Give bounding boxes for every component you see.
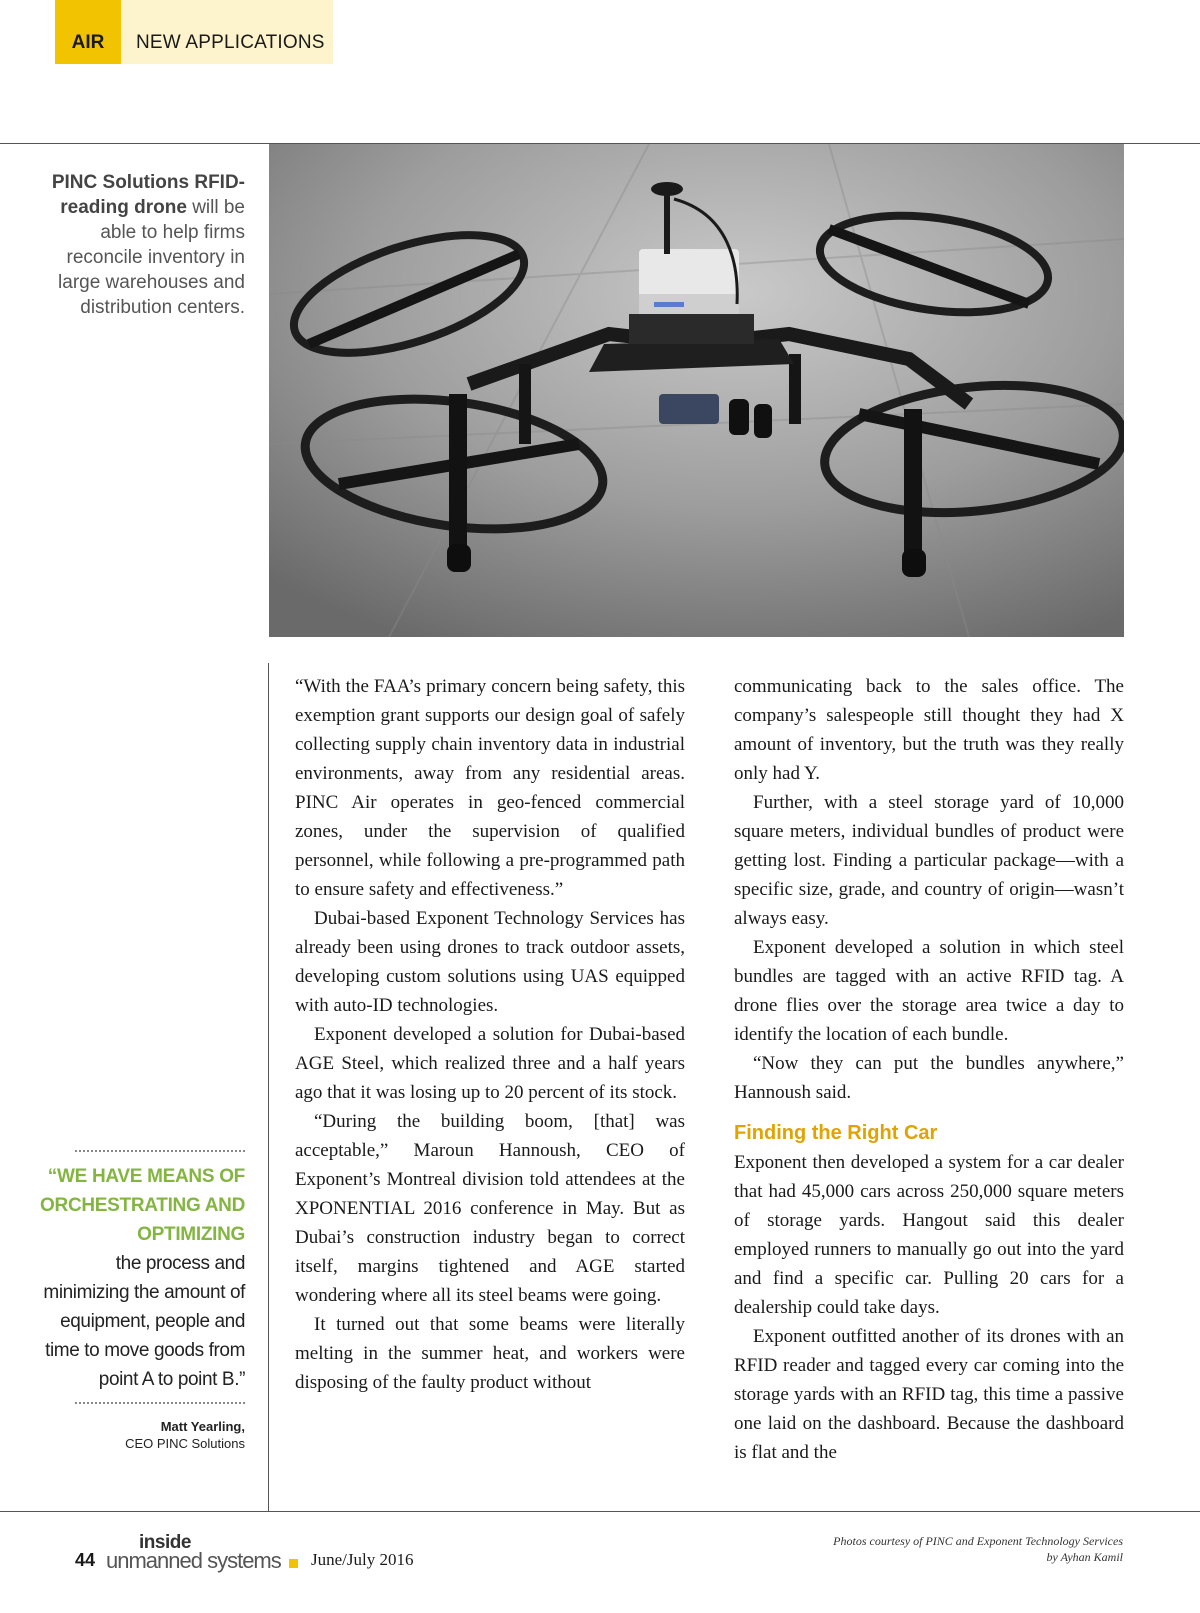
credit-line-1: Photos courtesy of PINC and Exponent Technology Services xyxy=(833,1534,1123,1548)
paragraph: Exponent then developed a system for a car dealer that had 45,000 cars across 250,000 square meters of storage yards. Hangout said this dealer employed runners to manually go out into the yard and find a specific car. Pulling 20 cars for a dealership could take days. xyxy=(734,1152,1124,1318)
article-column-2 xyxy=(734,672,1124,1467)
pull-quote-body: the process and minimizing the amount of equipment, people and time to move goods from point A to point B.” xyxy=(43,1253,245,1390)
caption-text: will be able to help firms reconcile inventory in large warehouses and distribution centers. xyxy=(58,197,245,318)
paragraph: Further, with a steel storage yard of 10,000 square meters, individual bundles of product were getting lost. Finding a particular package—with a specific size, grade, and country of origin—wasn’t always easy. xyxy=(734,792,1124,929)
bottom-divider xyxy=(0,1511,1200,1512)
section-title: NEW APPLICATIONS xyxy=(121,0,333,64)
photo-caption xyxy=(20,170,245,320)
pull-quote-bottom-rule xyxy=(75,1402,245,1404)
drone-photo xyxy=(269,144,1124,637)
paragraph: “With the FAA’s primary concern being safety, this exemption grant supports our design goal of safely collecting supply chain inventory data in industrial environments, away from any residential areas. PINC Air operates in geo-fenced commercial zones, under the supervision of qualified personnel, while following a pre-programmed path to ensure safety and effectiveness.” xyxy=(295,676,685,900)
photo-credit xyxy=(723,1533,1123,1565)
paragraph: Exponent outfitted another of its drones with an RFID reader and tagged every car coming into the storage yards with an RFID tag, this time a passive one laid on the dashboard. Because the dashboard is flat and the xyxy=(734,1326,1124,1463)
section-header xyxy=(55,0,333,64)
paragraph: Exponent developed a solution for Dubai-based AGE Steel, which realized three and a half years ago that it was losing up to 20 percent of its stock. xyxy=(295,1024,685,1103)
paragraph: “Now they can put the bundles anywhere,” Hannoush said. xyxy=(734,1053,1124,1103)
attribution-name: Matt Yearling, xyxy=(160,1419,245,1434)
drone-photo-icon xyxy=(269,144,1124,637)
paragraph: communicating back to the sales office. The company’s salespeople still thought they had X amount of inventory, but the truth was they really only had Y. xyxy=(734,676,1124,784)
footer-square-icon xyxy=(289,1559,298,1568)
paragraph: Exponent developed a solution in which steel bundles are tagged with an active RFID tag. A drone flies over the storage area twice a day to identify the location of each bundle. xyxy=(734,937,1124,1045)
issue-date: June/July 2016 xyxy=(311,1550,414,1569)
pull-quote-highlight: “WE HAVE MEANS OF ORCHESTRATING AND OPTIMIZING xyxy=(40,1166,245,1245)
paragraph: Dubai-based Exponent Technology Services has already been using drones to track outdoor assets, developing custom solutions using UAS equipped with auto-ID technologies. xyxy=(295,908,685,1016)
page-number: 44 xyxy=(75,1550,96,1570)
pull-quote-attribution xyxy=(40,1418,245,1452)
caption-lead: PINC Solutions RFID-reading drone xyxy=(51,172,245,218)
subheading: Finding the Right Car xyxy=(734,1122,938,1144)
section-tag: AIR xyxy=(55,0,121,64)
logo-line-2: unmanned systems xyxy=(106,1548,281,1573)
column-divider xyxy=(268,663,269,1511)
credit-line-2: by Ayhan Kamil xyxy=(1046,1550,1123,1564)
magazine-logo xyxy=(106,1532,286,1576)
paragraph: It turned out that some beams were literally melting in the summer heat, and workers were disposing of the faulty product without xyxy=(295,1314,685,1393)
attribution-title: CEO PINC Solutions xyxy=(125,1436,245,1451)
logo-line-1: inside xyxy=(139,1532,191,1553)
pull-quote xyxy=(40,1150,245,1452)
paragraph: “During the building boom, [that] was acceptable,” Maroun Hannoush, CEO of Exponent’s Montreal division told attendees at the XPONENTIAL 2016 conference in May. But as Dubai’s construction industry began to correct itself, margins tightened and AGE started wondering where all its steel beams were going. xyxy=(295,1111,685,1306)
article-column-1 xyxy=(295,672,685,1397)
pull-quote-top-rule xyxy=(75,1150,245,1152)
